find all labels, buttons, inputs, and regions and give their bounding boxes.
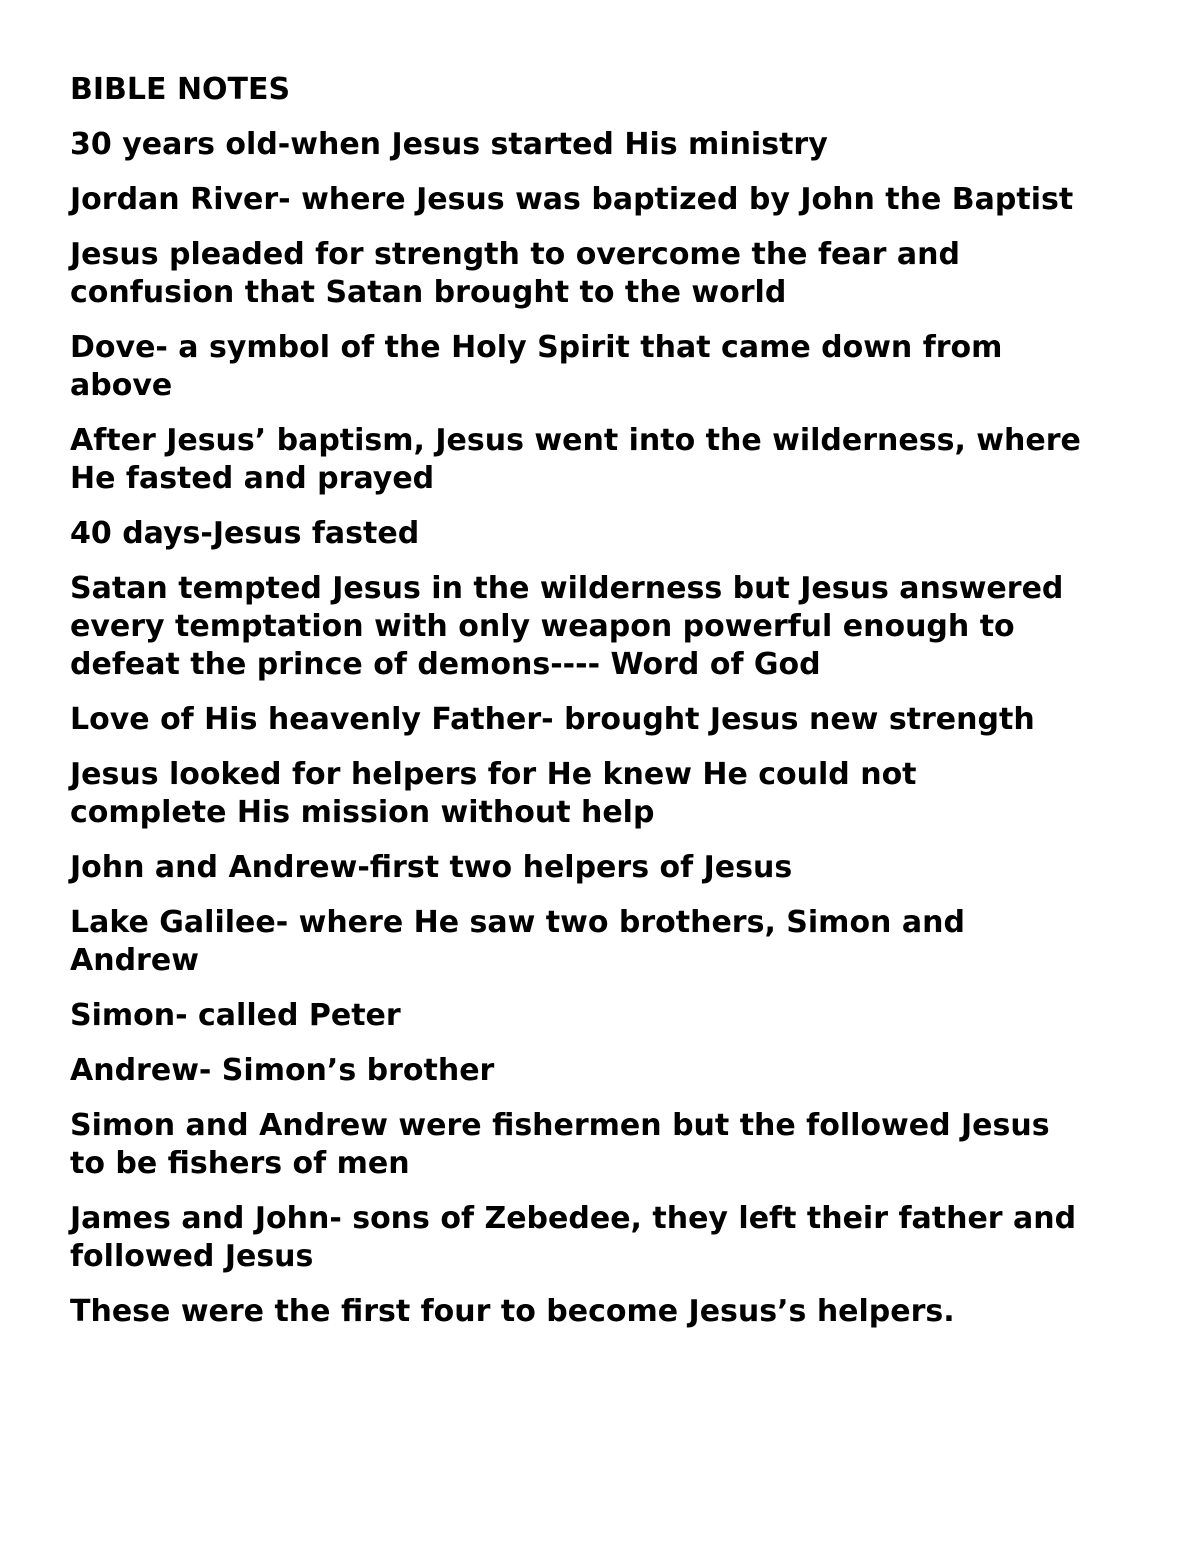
note-paragraph: 30 years old-when Jesus started His ministry [70,127,828,162]
note-paragraph: John and Andrew-first two helpers of Jesus [70,850,793,885]
note-paragraph: Lake Galilee- where He saw two brothers, Simon and Andrew [70,905,965,978]
note-paragraph: Dove- a symbol of the Holy Spirit that came down from above [70,330,1003,403]
note-paragraph: James and John- sons of Zebedee, they left their father and followed Jesus [70,1201,1077,1274]
note-paragraph: Jordan River- where Jesus was baptized by John the Baptist [70,182,1074,217]
note-paragraph: Satan tempted Jesus in the wilderness but Jesus answered every temptation with only weapon powerful enough to defeat the prince of demons---- Word of God [70,571,1064,682]
note-paragraph: Simon- called Peter [70,998,401,1033]
note-paragraph: Jesus pleaded for strength to overcome the fear and confusion that Satan brought to the world [70,237,960,310]
document-title: BIBLE NOTES [70,72,291,107]
note-paragraph: Jesus looked for helpers for He knew He could not complete His mission without help [70,757,917,830]
note-paragraph: Love of His heavenly Father- brought Jesus new strength [70,702,1035,737]
note-paragraph: Simon and Andrew were fishermen but the followed Jesus to be fishers of men [70,1108,1050,1181]
note-paragraph: These were the first four to become Jesus’s helpers. [70,1294,955,1329]
note-paragraph: Andrew- Simon’s brother [70,1053,495,1088]
note-paragraph: After Jesus’ baptism, Jesus went into the wilderness, where He fasted and prayed [70,423,1081,496]
note-paragraph: 40 days-Jesus fasted [70,516,420,551]
